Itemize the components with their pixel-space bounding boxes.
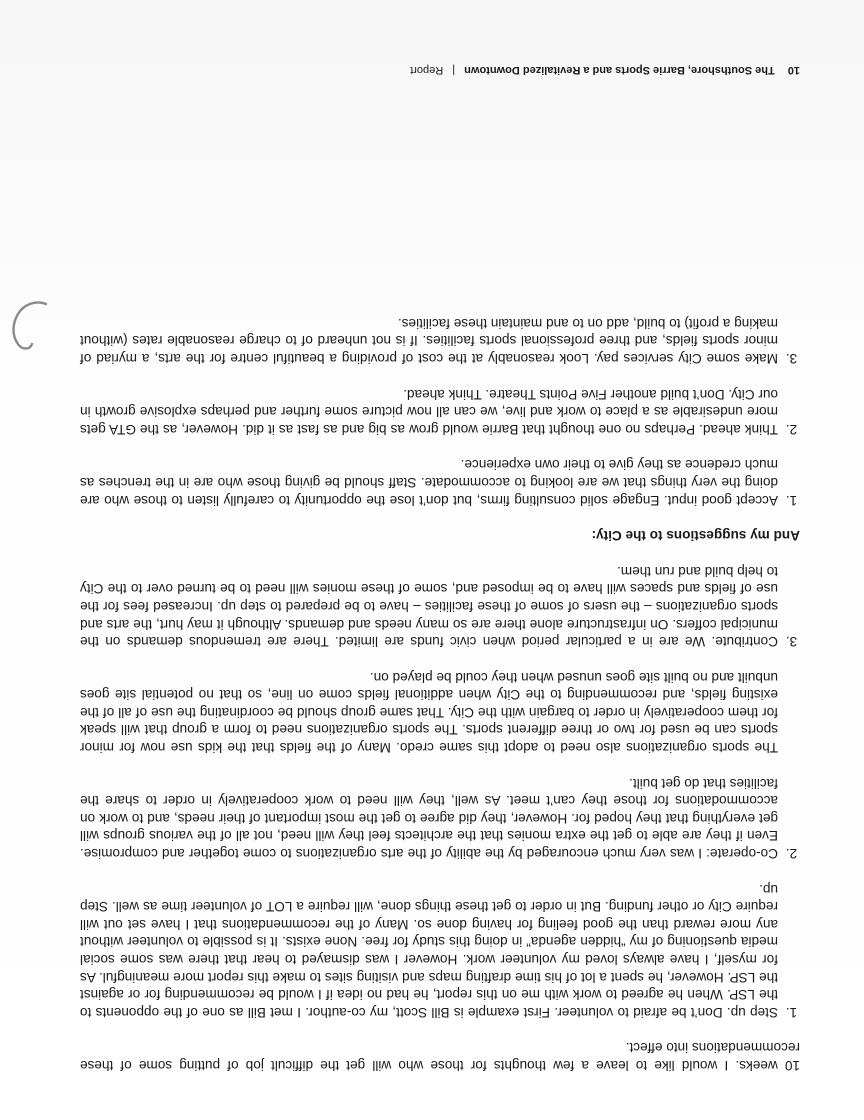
- list-item: [80, 562, 782, 650]
- list-item: [80, 314, 782, 367]
- list-item-text: Think ahead. Perhaps no one thought that Barrie would grow as big and as fast as it did. However, as the GTA gets more undesirable as a place to work and live, we can all now picture some further and perhaps explosive growth in our City. Don’t build another Five Points Theatre. Think ahead.: [80, 386, 778, 437]
- header-separator: |: [452, 64, 456, 76]
- city-suggestions-list: [80, 314, 800, 508]
- section-label: Report: [410, 64, 444, 76]
- list-item: [80, 385, 782, 438]
- list-item-text: Make some City services pay. Look reasonably at the cost of providing a beautiful centre for the arts, a myriad of minor sports fields, and three professional sports facilities. If is not unheard of to charge reasonable rates (without making a profit) to build, add on to and maintain these facilities.: [80, 315, 778, 366]
- section-heading: And my suggestions to the City:: [591, 528, 800, 544]
- list-item: [80, 668, 782, 862]
- community-suggestions-list: [80, 562, 800, 1021]
- page-number: 10: [787, 64, 800, 76]
- list-item: [80, 456, 782, 509]
- page-header: [64, 64, 800, 76]
- paper-clip-icon: [6, 298, 50, 354]
- list-item-text: 2. Co-operate: I was very much encouraged by the ability of the arts organizations to come together and compromise. Even if they are able to get the extra monies that the architects feel they will need, not all of the various groups will get everything that they hoped for. However, they did agree to get the most important of their needs, and to work on accommodations for those they can’t meet. As well, they will need to work cooperatively in order to share the facilities that do get built.: [80, 775, 778, 862]
- list-item-text: Contribute. We are in a particular period when civic funds are limited. There are tremendous demands on the municipal coffers. On infrastructure alone there are so many needs and demands. Although it may hurt, the arts and sports organizations – the users of some of these facilities – have to be prepared to step up. Increased fees for the use of fields and spaces will have to be imposed and, some of these monies will need to be turned over to the City to help build and run them.: [80, 563, 778, 650]
- list-item: [80, 880, 782, 1021]
- document-title: The Southshore, Barrie Sports and a Revitalized Downtown: [464, 64, 775, 76]
- intro-paragraph: 10 weeks. I would like to leave a few thoughts for those who will get the difficult job of putting some of these recommendations into effect.: [80, 1040, 800, 1073]
- list-item-text: Accept good input. Engage solid consulting firms, but don’t lose the opportunity to carefully listen to those who are doing the very things that we are looking to accommodate. Staff should be giving those who are in the trenches as much credence as they give to their own experience.: [80, 457, 778, 508]
- list-item-subparagraph: The sports organizations also need to adopt this same credo. Many of the fields that the kids use now for minor sports can be used for two or three different sports. The sports organizations need to form a group that will speak for them cooperatively in order to bargain with the City. That same group should be coordinating the use of all of the existing fields, and recommending to the City when additional fields come on line, so that no potential site goes unbuilt and no built site goes unused when they could be played on.: [80, 669, 778, 756]
- list-item-text: Step up. Don’t be afraid to volunteer. First example is Bill Scott, my co-author. I met Bill as one of the opponents to the LSP. When he agreed to work with me on this report, he had no idea if I would be recommending for or against the LSP. However, he spent a lot of his time drafting maps and visiting sites to make this report more meaningful. As for myself, I have always loved my volunteer work. However I was dismayed to hear that there was some social media questioning of my “hidden agenda” in doing this study for free. None exists. It is possible to volunteer without any more reward than the good feeling for having done so. Many of the recommendations that I have set out will require City or other funding. But in order to get these things done, will require a LOT of volunteer time as well. Step up.: [80, 881, 778, 1020]
- body-text: [80, 296, 800, 1074]
